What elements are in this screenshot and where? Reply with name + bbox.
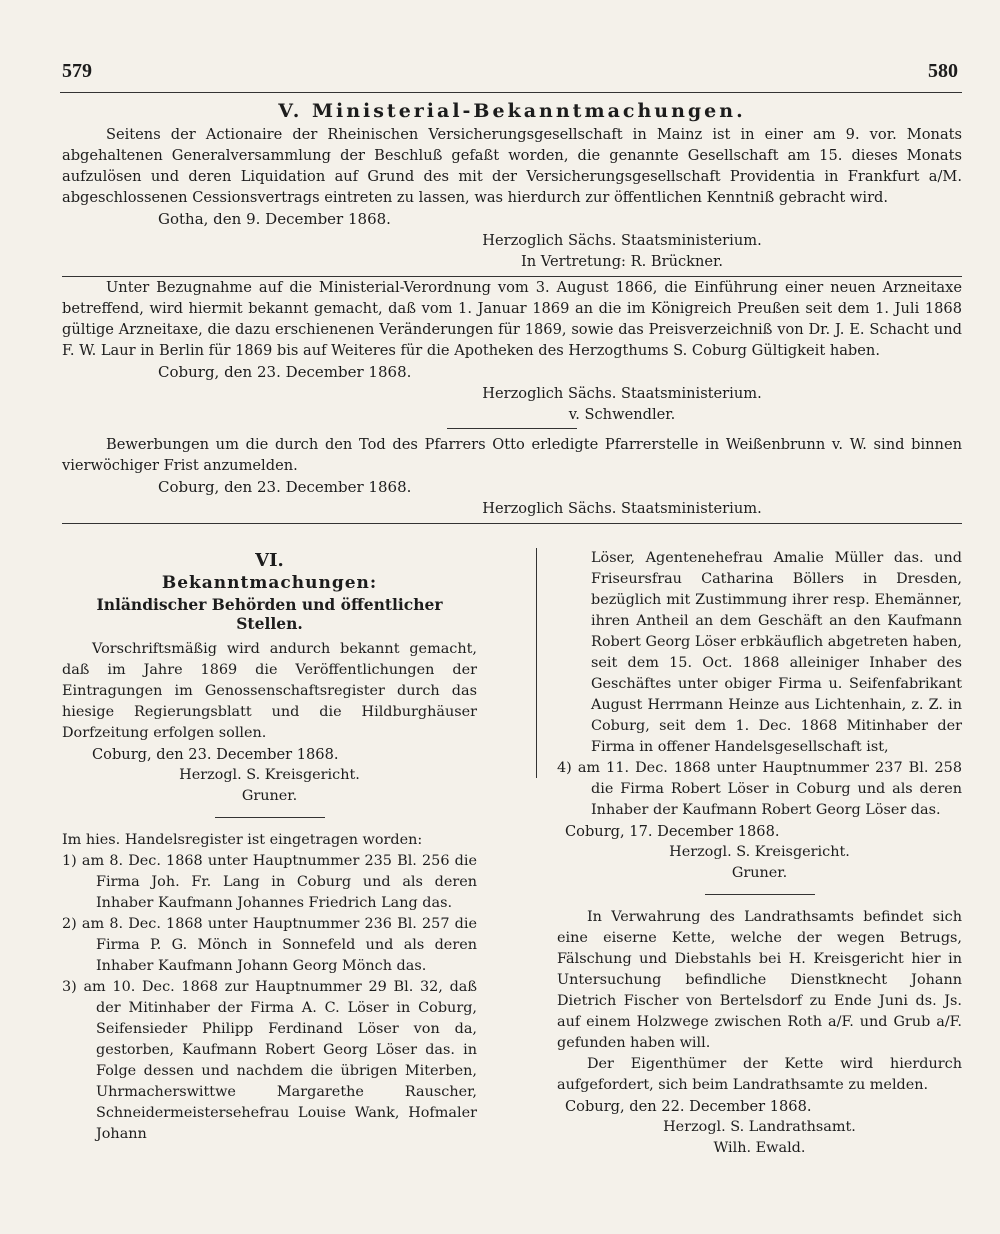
header-rule (60, 92, 962, 93)
register-entry: 4) am 11. Dec. 1868 unter Hauptnummer 237 Bl. 258 die Firma Robert Löser in Coburg und als deren Inhaber der Kaufmann Robert Georg Löser das. (557, 760, 962, 818)
notice-insurance-dateline: Gotha, den 9. December 1868. (158, 210, 391, 228)
divider (447, 428, 577, 429)
notice-cooperative-text: Vorschriftsmäßig wird andurch bekannt gemacht, daß im Jahre 1869 die Veröffentlichungen der Eintragungen im Genossenschaftsregister durch das hiesige Regierungsblatt und die Hildburghäuser Dorfzeitung erfolgen sollen. (62, 641, 477, 741)
notice-pharmacy-text: Unter Bezugnahme auf die Ministerial-Verordnung vom 3. August 1866, die Einführung einer neuen Arzneitaxe betreffend, wird hiermit bekannt gemacht, daß vom 1. Januar 1869 an die im Königreich Preußen seit dem 1. Juli 1868 gültige Arzneitaxe, die dazu erschienenen Veränderungen für 1869, sowie das Preisverzeichniß von Dr. J. E. Schacht und F. W. Laur in Berlin für 1869 bis auf Weiteres für die Apotheken des Herzogthums S. Coburg Gültigkeit haben. (62, 279, 962, 359)
section-vi-number: VI. (255, 550, 284, 571)
register-entry: 2) am 8. Dec. 1868 unter Hauptnummer 236 Bl. 257 die Firma P. G. Mönch in Sonnefeld und als deren Inhaber Kaufmann Johann Georg Mönch das. (62, 916, 477, 974)
notice-insurance-signature: Herzoglich Sächs. Staatsministerium. (482, 232, 762, 249)
section-v-title: V. Ministerial-Bekanntmachungen. (278, 100, 746, 122)
notice-cooperative-signature: Herzogl. S. Kreisgericht. (179, 767, 360, 783)
notice-parish-signature: Herzoglich Sächs. Staatsministerium. (482, 500, 762, 517)
register-dateline: Coburg, 17. December 1868. (565, 823, 780, 840)
notice-insurance-text: Seitens der Actionaire der Rheinischen Versicherungsgesellschaft in Mainz ist in einer am 9. vor. Monats abgehaltenen Generalversammlung der Beschluß gefaßt worden, die genannte Gesellschaft am 15. dieses Monats aufzulösen und deren Liquidation auf Grund des mit der Versicherungsgesellschaft Providentia in Frankfurt a/M. abgeschlossenen Cessionsvertrags eintreten zu lassen, was hierdurch zur öffentlichen Kenntniß gebracht wird. (62, 126, 962, 206)
notice-chain-signature-2: Wilh. Ewald. (713, 1140, 806, 1156)
register-signature-2: Gruner. (731, 865, 788, 881)
section-vi-title: Bekanntmachungen: (161, 573, 378, 593)
notice-chain-dateline: Coburg, den 22. December 1868. (565, 1098, 812, 1115)
section-vi-subtitle: Inländischer Behörden und öffentlicher Stellen. (96, 595, 443, 633)
register-signature: Herzogl. S. Kreisgericht. (669, 844, 850, 860)
register-entry: 1) am 8. Dec. 1868 unter Hauptnummer 235 Bl. 256 die Firma Joh. Fr. Lang in Coburg und als deren Inhaber Kaufmann Johannes Friedrich Lang das. (62, 853, 477, 911)
left-column (62, 548, 477, 1145)
notice-parish-dateline: Coburg, den 23. December 1868. (158, 478, 412, 496)
divider (62, 523, 962, 524)
notice-insurance-signature-2: In Vertretung: R. Brückner. (520, 253, 724, 270)
notice-pharmacy-signature: Herzoglich Sächs. Staatsministerium. (482, 385, 762, 402)
register-intro: Im hies. Handelsregister ist eingetragen worden: (62, 832, 423, 848)
notice-parish-text: Bewerbungen um die durch den Tod des Pfarrers Otto erledigte Pfarrerstelle in Weißenbrunn v. W. sind binnen vierwöchiger Frist anzumelden. (62, 436, 962, 474)
page-number-right: 580 (928, 60, 958, 82)
divider (215, 817, 325, 818)
notice-pharmacy-signature-2: v. Schwendler. (568, 406, 676, 423)
notice-cooperative-dateline: Coburg, den 23. December 1868. (92, 746, 339, 763)
notice-cooperative-signature-2: Gruner. (241, 788, 298, 804)
notice-chain-text-2: Der Eigenthümer der Kette wird hierdurch aufgefordert, sich beim Landrathsamte zu melden. (557, 1056, 962, 1093)
register-entry: 3) am 10. Dec. 1868 zur Hauptnummer 29 Bl. 32, daß der Mitinhaber der Firma A. C. Löser in Coburg, Seifensieder Philipp Ferdinand Löser von da, gestorben, Kaufmann Robert Georg Löser das. in Folge dessen und nachdem die übrigen Miterben, Uhrmacherswittwe Margarethe Rauscher, Schneidermeistersehefrau Louise Wank, Hofmaler Johann (62, 979, 477, 1142)
notice-chain-text: In Verwahrung des Landrathsamts befindet sich eine eiserne Kette, welche der wegen Betrugs, Fälschung und Diebstahls bei H. Kreisgericht hier in Untersuchung befindliche Dienstknecht Johann Dietrich Fischer von Bertelsdorf zu Ende Juni ds. Js. auf einem Holzwege zwischen Roth a/F. und Grub a/F. gefunden haben will. (557, 909, 962, 1051)
column-divider (536, 548, 537, 778)
divider (705, 894, 815, 895)
two-column-area (62, 548, 962, 1188)
page-number-left: 579 (62, 60, 92, 82)
right-column (557, 548, 962, 1159)
section-v (62, 100, 962, 524)
register-entry-continuation: Löser, Agentenehefrau Amalie Müller das. und Friseursfrau Catharina Böllers in Dresden, bezüglich mit Zustimmung ihrer resp. Ehemänner, ihren Antheil an dem Geschäft an den Kaufmann Robert Georg Löser erbkäuflich abgetreten haben, seit dem 15. Oct. 1868 alleiniger Inhaber des Geschäftes unter obiger Firma u. Seifenfabrikant August Herrmann Heinze aus Lichtenhain, z. Z. in Coburg, seit dem 1. Dec. 1868 Mitinhaber der Firma in offener Handelsgesellschaft ist, (591, 550, 962, 755)
notice-chain-signature: Herzogl. S. Landrathsamt. (663, 1119, 856, 1135)
notice-pharmacy-dateline: Coburg, den 23. December 1868. (158, 363, 412, 381)
